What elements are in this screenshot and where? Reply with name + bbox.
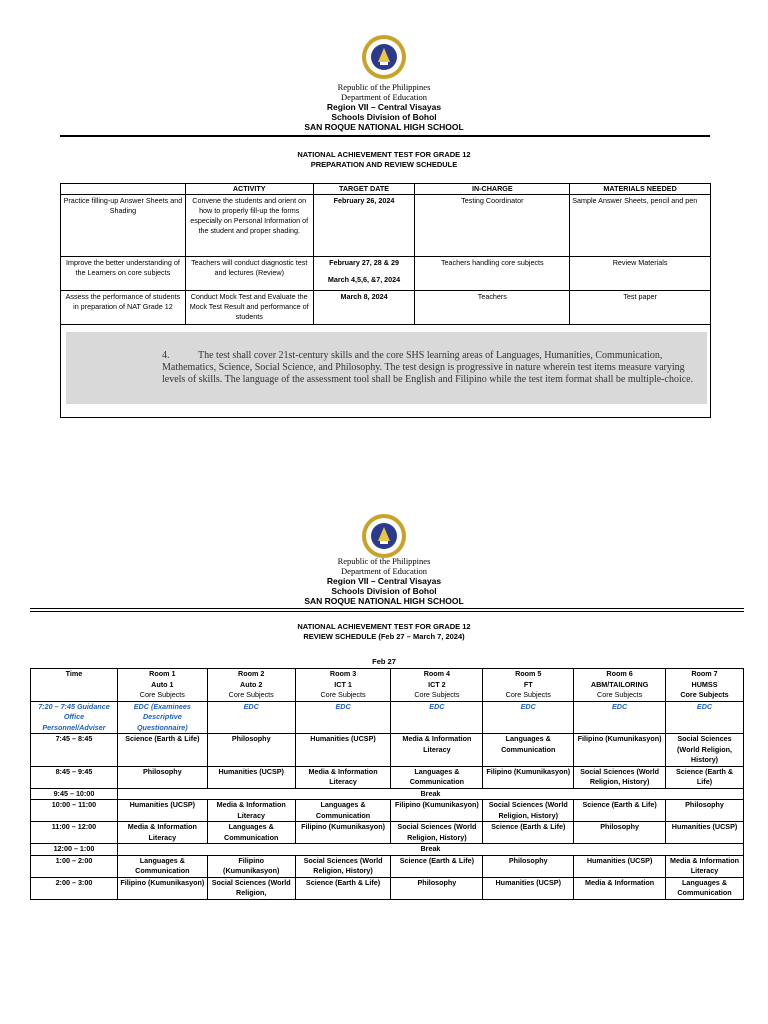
schedule-cell: EDC — [574, 701, 666, 734]
date-text-2: March 4,5,6, &7, 2024 — [327, 275, 401, 284]
schedule-cell: Filipino (Kumunikasyon) — [574, 734, 666, 767]
schedule-cell: Media & Information Literacy — [391, 734, 483, 767]
schedule-cell: EDC — [483, 701, 574, 734]
note-text: The test shall cover 21st-century skills and the core SHS learning areas of Languages, Humanities, Communication, Mathematics, Science, Social Science, and Philosophy. The test design is progressive in nature wherein test items measure varying levels of skills. The language of the assessment tool shall be English and Filipino while the test item format shall be multiple-choice. — [162, 350, 694, 385]
header-school: SAN ROQUE NATIONAL HIGH SCHOOL — [304, 596, 464, 606]
edc-row — [31, 701, 744, 734]
column-header — [61, 184, 186, 195]
in-charge-cell: Teachers handling core subjects — [415, 257, 570, 291]
schedule-cell: Humanities (UCSP) — [207, 766, 295, 788]
schedule-cell: EDC — [666, 701, 744, 734]
note-cell — [61, 325, 711, 418]
time-cell: 9:45 – 10:00 — [31, 788, 118, 800]
schedule-cell: Social Sciences (World Religion, History) — [574, 766, 666, 788]
table-row — [31, 800, 744, 822]
schedule-cell: Languages & Communication — [391, 766, 483, 788]
date-cell: March 8, 2024 — [313, 291, 415, 325]
schedule-cell: Languages & Communication — [295, 800, 391, 822]
room-subjects: Core Subjects — [228, 690, 274, 699]
objective-cell: Improve the better understanding of the Learners on core subjects — [61, 257, 186, 291]
table-row — [31, 877, 744, 899]
schedule-day: Feb 27 — [372, 657, 396, 666]
schedule-cell: Filipino (Kumunikasyon) — [483, 766, 574, 788]
schedule-cell: Humanities (UCSP) — [295, 734, 391, 767]
room-section: Auto 1 — [151, 679, 174, 689]
document-header — [0, 82, 768, 132]
room-subjects: Core Subjects — [320, 690, 366, 699]
header-school: SAN ROQUE NATIONAL HIGH SCHOOL — [304, 122, 464, 132]
schedule-cell: Languages & Communication — [207, 822, 295, 844]
header-division: Schools Division of Bohol — [331, 586, 437, 596]
table-header-row — [61, 184, 711, 195]
room-header — [295, 669, 391, 702]
schedule-cell: EDC — [295, 701, 391, 734]
schedule-cell: Humanities (UCSP) — [666, 822, 744, 844]
schedule-cell: Science (Earth & Life) — [574, 800, 666, 822]
review-schedule-table — [30, 668, 744, 900]
time-header-label: Time — [65, 669, 83, 678]
materials-cell: Test paper — [570, 291, 711, 325]
table-row — [31, 766, 744, 788]
document-header-2 — [0, 556, 768, 606]
room-subjects: Core Subjects — [139, 690, 185, 699]
schedule-cell: Filipino (Kumunikasyon) — [295, 822, 391, 844]
objective-cell: Practice filling-up Answer Sheets and Shading — [61, 195, 186, 257]
room-section: FT — [523, 679, 533, 689]
room-section: ICT 1 — [334, 679, 352, 689]
break-cell: Break — [117, 844, 743, 856]
header-divider — [60, 135, 710, 137]
schedule-cell: Philosophy — [483, 855, 574, 877]
break-cell: Break — [117, 788, 743, 800]
schedule-cell: Social Sciences (World Religion, History) — [666, 734, 744, 767]
header-republic: Republic of the Philippines — [337, 556, 431, 566]
schedule-cell: EDC — [391, 701, 483, 734]
room-section: HUMSS — [691, 679, 718, 689]
header-region: Region VII – Central Visayas — [326, 102, 442, 112]
objective-cell: Assess the performance of students in preparation of NAT Grade 12 — [61, 291, 186, 325]
time-cell: 12:00 – 1:00 — [31, 844, 118, 856]
page1-title — [0, 150, 768, 170]
schedule-cell: Social Sciences (World Religion, History) — [483, 800, 574, 822]
table-row — [31, 822, 744, 844]
note-number: 4. — [162, 350, 170, 361]
schedule-cell: Media & Information — [574, 877, 666, 899]
column-header: IN-CHARGE — [415, 184, 570, 195]
column-header: ACTIVITY — [185, 184, 313, 195]
time-cell: 10:00 – 11:00 — [31, 800, 118, 822]
activity-cell: Teachers will conduct diagnostic test and lectures (Review) — [185, 257, 313, 291]
room-header — [391, 669, 483, 702]
room-name: Room 4 — [423, 669, 451, 678]
schedule-cell: Humanities (UCSP) — [117, 800, 207, 822]
schedule-cell: Media & Information Literacy — [295, 766, 391, 788]
room-header-row — [31, 669, 744, 702]
schedule-cell: Media & Information Literacy — [207, 800, 295, 822]
table-row — [61, 195, 711, 257]
note-excerpt — [66, 332, 707, 404]
break-row — [31, 788, 744, 800]
column-header: TARGET DATE — [313, 184, 415, 195]
table-row — [61, 291, 711, 325]
schedule-cell: Languages & Communication — [483, 734, 574, 767]
schedule-cell: Science (Earth & Life) — [117, 734, 207, 767]
room-subjects: Core Subjects — [505, 690, 551, 699]
schedule-cell: Social Sciences (World Religion, History) — [391, 822, 483, 844]
schedule-cell: Science (Earth & Life) — [483, 822, 574, 844]
deped-seal-icon — [361, 34, 407, 80]
room-header — [483, 669, 574, 702]
room-name: Room 5 — [515, 669, 542, 678]
room-header — [574, 669, 666, 702]
room-name: Room 6 — [606, 669, 633, 678]
room-subjects: Core Subjects — [414, 690, 460, 699]
schedule-cell: EDC (Examinees Descriptive Questionnaire) — [117, 701, 207, 734]
time-cell: 8:45 – 9:45 — [31, 766, 118, 788]
schedule-cell: Media & Information Literacy — [666, 855, 744, 877]
room-section: Auto 2 — [240, 679, 263, 689]
time-cell: 1:00 – 2:00 — [31, 855, 118, 877]
deped-seal-icon — [361, 513, 407, 559]
page2-title-line1: NATIONAL ACHIEVEMENT TEST FOR GRADE 12 — [297, 622, 471, 631]
room-header — [666, 669, 744, 702]
room-subjects: Core Subjects — [597, 690, 643, 699]
schedule-cell: Social Sciences (World Religion, History) — [295, 855, 391, 877]
schedule-cell: Science (Earth & Life) — [295, 877, 391, 899]
time-header — [31, 669, 118, 702]
schedule-cell: Philosophy — [666, 800, 744, 822]
schedule-cell: Science (Earth & Life) — [391, 855, 483, 877]
room-header — [117, 669, 207, 702]
room-section: ABM/TAILORING — [590, 679, 649, 689]
activity-cell: Conduct Mock Test and Evaluate the Mock Test Result and performance of students — [185, 291, 313, 325]
time-cell: 7:45 – 8:45 — [31, 734, 118, 767]
schedule-cell: Languages & Communication — [666, 877, 744, 899]
time-cell: 7:20 – 7:45 Guidance Office Personnel/Adviser — [31, 701, 118, 734]
date-cell — [313, 195, 415, 257]
header-division: Schools Division of Bohol — [331, 112, 437, 122]
schedule-cell: Humanities (UCSP) — [574, 855, 666, 877]
date-text: February 27, 28 & 29 — [329, 258, 399, 267]
page2-title-line2: REVIEW SCHEDULE (Feb 27 – March 7, 2024) — [303, 632, 465, 641]
schedule-cell: Languages & Communication — [117, 855, 207, 877]
materials-cell: Review Materials — [570, 257, 711, 291]
schedule-cell: Media & Information Literacy — [117, 822, 207, 844]
page1-title-line1: NATIONAL ACHIEVEMENT TEST FOR GRADE 12 — [297, 150, 471, 159]
page1-title-line2: PREPARATION AND REVIEW SCHEDULE — [310, 160, 458, 169]
time-cell: 2:00 – 3:00 — [31, 877, 118, 899]
schedule-cell: Filipino (Kumunikasyon) — [391, 800, 483, 822]
materials-cell: Sample Answer Sheets, pencil and pen — [570, 195, 711, 257]
in-charge-cell: Testing Coordinator — [415, 195, 570, 257]
header-divider-2b — [30, 611, 744, 612]
schedule-cell: Filipino (Kumunikasyon) — [207, 855, 295, 877]
room-name: Room 1 — [149, 669, 176, 678]
schedule-cell: Humanities (UCSP) — [483, 877, 574, 899]
schedule-cell: EDC — [207, 701, 295, 734]
column-header: MATERIALS NEEDED — [570, 184, 711, 195]
time-cell: 11:00 – 12:00 — [31, 822, 118, 844]
schedule-cell: Philosophy — [117, 766, 207, 788]
schedule-cell: Science (Earth & Life) — [666, 766, 744, 788]
activity-cell: Convene the students and orient on how to properly fill-up the forms especially on Personal Information of the student and proper shading. — [185, 195, 313, 257]
schedule-cell: Social Sciences (World Religion, — [207, 877, 295, 899]
page2-title — [0, 622, 768, 642]
in-charge-cell: Teachers — [415, 291, 570, 325]
table-row — [31, 734, 744, 767]
date-text: February 26, 2024 — [333, 196, 395, 205]
note-row — [61, 325, 711, 418]
header-department: Department of Education — [341, 566, 427, 576]
room-section: ICT 2 — [428, 679, 446, 689]
preparation-schedule-table — [60, 183, 711, 418]
schedule-cell: Philosophy — [574, 822, 666, 844]
room-name: Room 3 — [329, 669, 357, 678]
table-row — [61, 257, 711, 291]
header-department: Department of Education — [341, 92, 427, 102]
table-row — [31, 855, 744, 877]
schedule-cell: Filipino (Kumunikasyon) — [117, 877, 207, 899]
schedule-cell: Philosophy — [391, 877, 483, 899]
header-republic: Republic of the Philippines — [337, 82, 431, 92]
header-region: Region VII – Central Visayas — [326, 576, 442, 586]
schedule-cell: Philosophy — [207, 734, 295, 767]
room-name: Room 2 — [238, 669, 265, 678]
date-cell — [313, 257, 415, 291]
room-name: Room 7 — [691, 669, 718, 678]
header-divider-2 — [30, 608, 744, 609]
break-row — [31, 844, 744, 856]
room-header — [207, 669, 295, 702]
room-subjects: Core Subjects — [680, 690, 729, 699]
